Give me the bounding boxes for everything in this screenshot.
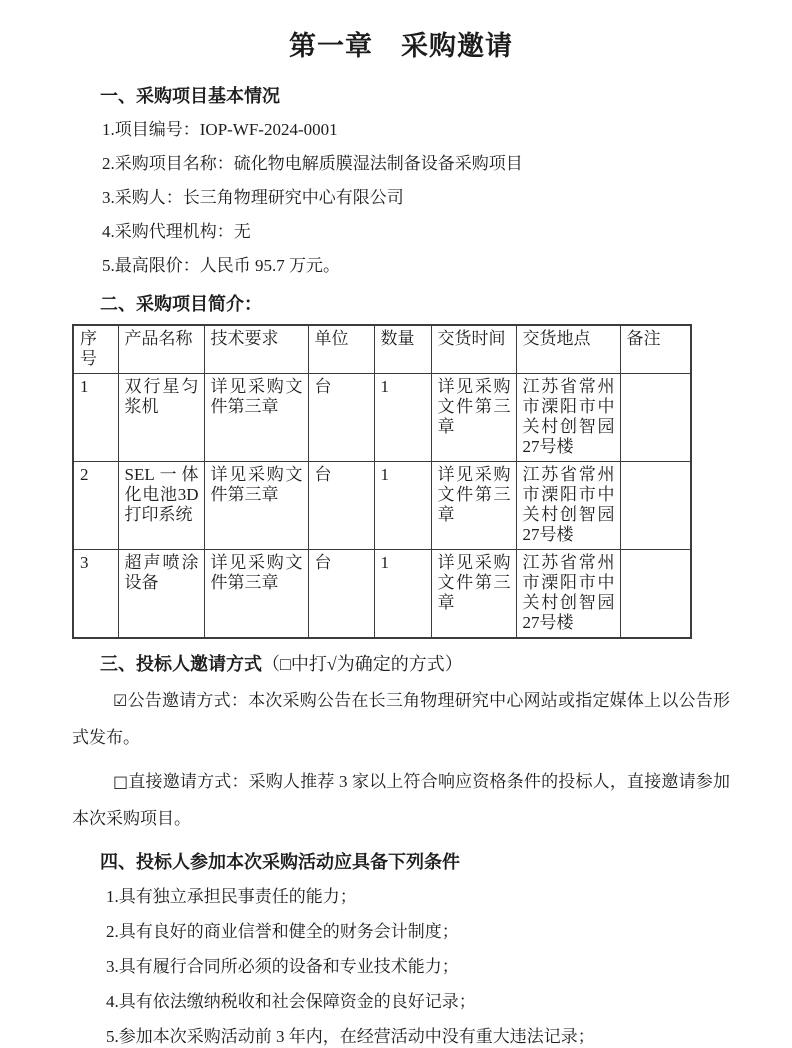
project-items-table [72,324,692,639]
table-row [73,462,691,550]
table-cell-unit: 台 [308,462,374,550]
table-cell-product: SEL一体化电池3D打印系统 [118,462,204,550]
invitation-option-direct [72,763,730,837]
basic-info-item-max-price: 5.最高限价：人民币 95.7 万元。 [102,256,340,275]
table-cell-remark [620,374,691,462]
table-cell-remark [620,462,691,550]
section-heading-invitation-method [100,653,730,675]
section-heading-basic-info: 一、采购项目基本情况 [100,86,280,106]
basic-info-item-project-name: 2.采购项目名称：硫化物电解质膜湿法制备设备采购项目 [102,154,523,173]
table-cell-remark [620,550,691,639]
section-heading-bidder-conditions: 四、投标人参加本次采购活动应具备下列条件 [100,852,460,872]
table-cell-qty: 1 [374,550,431,639]
table-cell-tech: 详见采购文件第三章 [204,374,308,462]
table-header-delivery-place: 交货地点 [516,325,620,374]
table-header-row [73,325,691,374]
table-header-qty: 数量 [374,325,431,374]
invitation-option-direct-text: 直接邀请方式：采购人推荐 3 家以上符合响应资格条件的投标人，直接邀请参加本次采购项目。 [72,772,730,828]
table-cell-tech: 详见采购文件第三章 [204,462,308,550]
condition-item-5: 5.参加本次采购活动前 3 年内，在经营活动中没有重大违法记录； [106,1027,595,1046]
invitation-option-public-text: 公告邀请方式：本次采购公告在长三角物理研究中心网站或指定媒体上以公告形式发布。 [72,691,730,747]
table-cell-seq: 1 [73,374,118,462]
table-cell-delivery-place: 江苏省常州市溧阳市中关村创智园27号楼 [516,550,620,639]
table-cell-delivery-time: 详见采购文件第三章 [431,550,516,639]
basic-info-item-project-number: 1.项目编号：IOP-WF-2024-0001 [102,120,338,139]
table-cell-tech: 详见采购文件第三章 [204,550,308,639]
basic-info-item-agency: 4.采购代理机构：无 [102,222,251,241]
condition-item-2: 2.具有良好的商业信誉和健全的财务会计制度； [106,922,459,941]
table-header-remark: 备注 [620,325,691,374]
table-cell-seq: 2 [73,462,118,550]
section-heading-invitation-note: （□中打√为确定的方式） [262,654,463,674]
table-cell-delivery-place: 江苏省常州市溧阳市中关村创智园27号楼 [516,462,620,550]
condition-item-1: 1.具有独立承担民事责任的能力； [106,887,357,906]
table-cell-delivery-place: 江苏省常州市溧阳市中关村创智园27号楼 [516,374,620,462]
section-heading-project-brief: 二、采购项目简介： [100,294,262,314]
section-heading-invitation-bold: 三、投标人邀请方式 [100,654,262,674]
table-cell-qty: 1 [374,462,431,550]
table-header-seq: 序号 [73,325,118,374]
page-title: 第一章 采购邀请 [289,31,513,61]
table-cell-unit: 台 [308,374,374,462]
table-cell-product: 双行星匀浆机 [118,374,204,462]
checkbox-checked-icon: ☑ [113,691,128,710]
table-cell-unit: 台 [308,550,374,639]
table-cell-product: 超声喷涂设备 [118,550,204,639]
condition-item-4: 4.具有依法缴纳税收和社会保障资金的良好记录； [106,992,476,1011]
table-row [73,374,691,462]
table-cell-seq: 3 [73,550,118,639]
table-header-product: 产品名称 [118,325,204,374]
table-cell-delivery-time: 详见采购文件第三章 [431,462,516,550]
table-header-unit: 单位 [308,325,374,374]
basic-info-item-purchaser: 3.采购人：长三角物理研究中心有限公司 [102,188,404,207]
table-header-delivery-time: 交货时间 [431,325,516,374]
table-cell-qty: 1 [374,374,431,462]
table-row [73,550,691,639]
invitation-option-public [72,682,730,756]
condition-item-3: 3.具有履行合同所必须的设备和专业技术能力； [106,957,459,976]
table-header-tech: 技术要求 [204,325,308,374]
table-cell-delivery-time: 详见采购文件第三章 [431,374,516,462]
checkbox-unchecked-icon: □ [113,772,129,791]
